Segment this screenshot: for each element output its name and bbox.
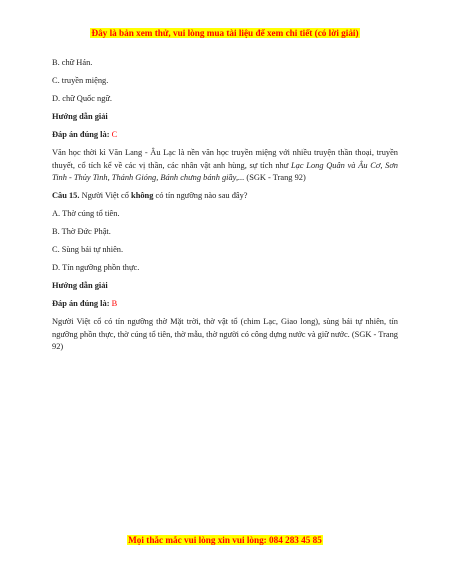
q15-guide-heading: Hướng dẫn giải (52, 281, 108, 291)
q14-guide-heading: Hướng dẫn giải (52, 111, 108, 121)
contact-banner (0, 535, 450, 545)
document-body (52, 57, 398, 359)
q15-option-c: C. Sùng bái tự nhiên. (52, 245, 124, 255)
q15-option-d: D. Tín ngưỡng phồn thực. (52, 263, 140, 273)
q14-explanation-part2: (SGK - Trang 92) (244, 173, 306, 183)
q15-label: Câu 15. (52, 191, 80, 201)
q14-explanation-italic: Lạc Long Quân và Âu Cơ, Sơn Tinh - Thủy Tinh, Thánh Gióng, Bánh chưng bánh giầy,... (52, 160, 398, 183)
q14-answer (52, 129, 398, 142)
q15-option-a: A. Thờ cúng tổ tiên. (52, 209, 120, 219)
q15-answer-letter: B (111, 299, 118, 308)
q15-answer (52, 298, 398, 311)
q15-answer-label: Đáp án đúng là: (52, 299, 112, 308)
q15-negation: không (131, 191, 154, 201)
q15-option-b: B. Thờ Đức Phật. (52, 227, 111, 237)
q14-explanation (52, 147, 398, 185)
contact-text: Mọi thắc mắc vui lòng xin vui lòng: 084 283 45 85 (128, 535, 322, 545)
q14-answer-label: Đáp án đúng là: (52, 129, 112, 139)
q15-text-before: Người Việt cổ (79, 191, 132, 201)
q15-question (52, 190, 398, 203)
preview-notice-banner (0, 28, 450, 38)
q15-explanation: Người Việt cổ có tín ngưỡng thờ Mặt trời, thờ vật tổ (chim Lạc, Giao long), sùng bái tự nhiên, tín ngưỡng phồn thực, thờ cúng tổ tiên, thờ mẫu, thờ người có công dựng nước và giữ nước. (SGK - Trang 92) (52, 316, 398, 352)
q14-option-d: D. chữ Quốc ngữ. (52, 93, 113, 103)
preview-notice-text: Đây là bản xem thử, vui lòng mua tài liệu để xem chi tiết (có lời giải) (91, 28, 359, 38)
q14-explanation-part1: Văn học thời kì Văn Lang - Âu Lạc là nền văn học truyền miệng với nhiều truyện thần thoại, truyền thuyết, cổ tích kể về các vị thần, các nhân vật anh hùng, sự tích như (52, 147, 398, 170)
q14-option-c: C. truyền miệng. (52, 75, 109, 85)
q14-option-b: B. chữ Hán. (52, 58, 93, 67)
q14-answer-letter: C (111, 129, 118, 139)
q15-text-after: có tín ngưỡng nào sau đây? (153, 191, 248, 201)
